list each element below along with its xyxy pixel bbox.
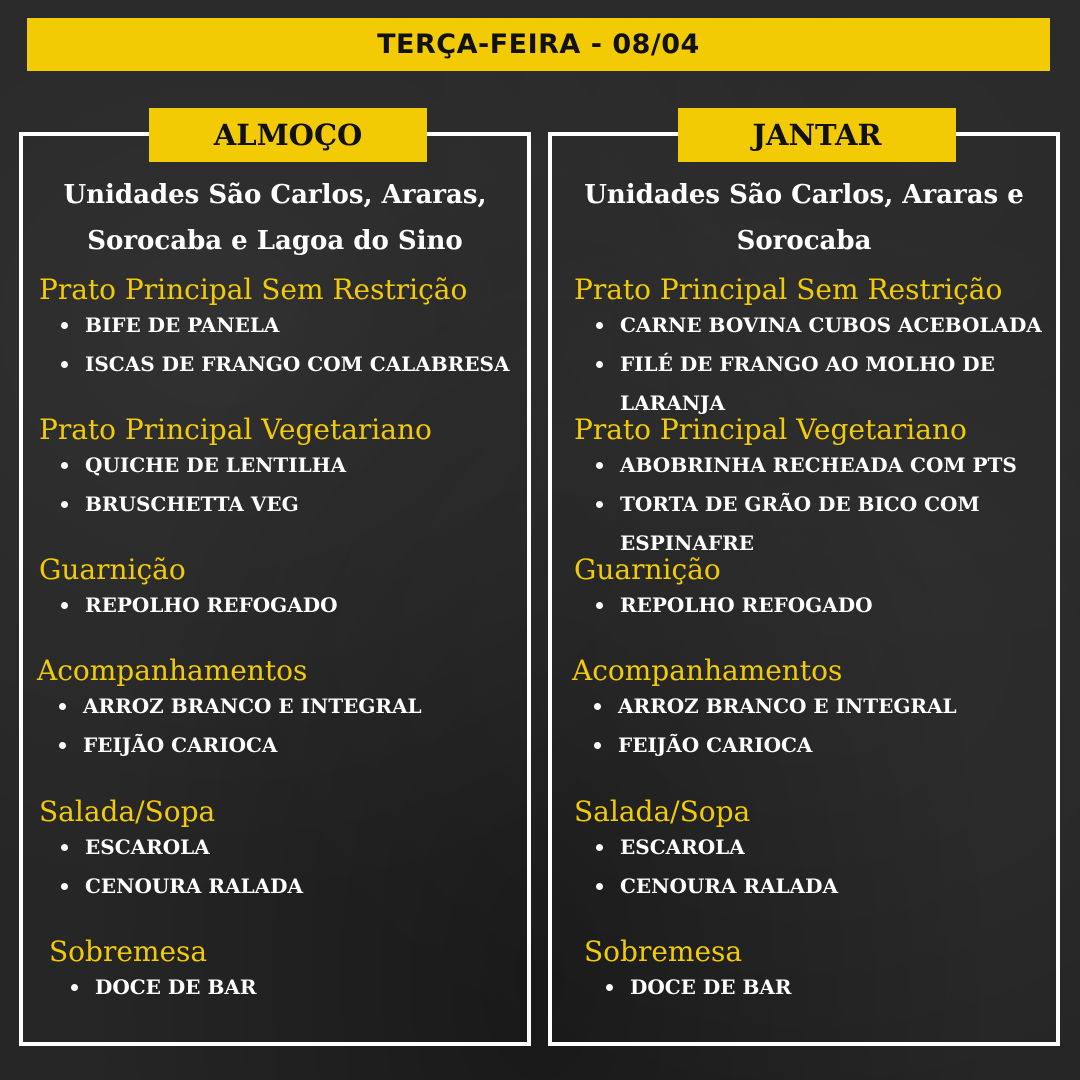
menu-item: TORTA DE GRÃO DE BICO COM ESPINAFRE: [574, 485, 1020, 563]
menu-item: FILÉ DE FRANGO AO MOLHO DE LARANJA: [574, 345, 1020, 423]
menu-item: ARROZ BRANCO E INTEGRAL: [572, 687, 1056, 726]
section-title: Acompanhamentos: [572, 654, 843, 687]
menu-item: ESCAROLA: [39, 828, 527, 867]
menu-item: ABOBRINHA RECHEADA COM PTS: [574, 446, 1056, 485]
lunch-panel: [19, 118, 531, 1046]
section-title: Prato Principal Sem Restrição: [574, 273, 1003, 306]
page-title: TERÇA-FEIRA - 08/04: [27, 18, 1050, 71]
menu-item: FEIJÃO CARIOCA: [37, 726, 527, 765]
menu-item: CENOURA RALADA: [574, 867, 1056, 906]
menu-item: BRUSCHETTA VEG: [39, 485, 527, 524]
menu-item: DOCE DE BAR: [584, 968, 1056, 1007]
dinner-heading: JANTAR: [678, 108, 956, 162]
menu-item: DOCE DE BAR: [49, 968, 527, 1007]
lunch-section-salad: [39, 796, 527, 906]
dinner-section-accompaniments: [572, 655, 1056, 765]
menu-item: REPOLHO REFOGADO: [574, 586, 1056, 625]
menu-item: FEIJÃO CARIOCA: [572, 726, 1056, 765]
dinner-section-dessert: [584, 936, 1056, 1007]
menu-item: CENOURA RALADA: [39, 867, 527, 906]
section-title: Guarnição: [39, 553, 186, 586]
dinner-section-salad: [574, 796, 1056, 906]
menu-item: ESCAROLA: [574, 828, 1056, 867]
section-title: Salada/Sopa: [39, 795, 216, 828]
dinner-section-veg: [574, 414, 1056, 563]
section-title: Acompanhamentos: [37, 654, 308, 687]
menu-item: BIFE DE PANELA: [39, 306, 527, 345]
dinner-panel: [548, 118, 1060, 1046]
section-title: Salada/Sopa: [574, 795, 751, 828]
menu-item: CARNE BOVINA CUBOS ACEBOLADA: [574, 306, 1056, 345]
lunch-units: Unidades São Carlos, Araras, Sorocaba e Lagoa do Sino: [63, 180, 487, 256]
menu-item: QUICHE DE LENTILHA: [39, 446, 527, 485]
dinner-units: Unidades São Carlos, Araras e Sorocaba: [584, 180, 1024, 256]
dinner-section-side: [574, 554, 1056, 625]
menu-item: ISCAS DE FRANGO COM CALABRESA: [39, 345, 527, 384]
lunch-section-side: [39, 554, 527, 625]
lunch-section-accompaniments: [37, 655, 527, 765]
section-title: Guarnição: [574, 553, 721, 586]
lunch-section-main: [39, 274, 527, 384]
section-title: Prato Principal Sem Restrição: [39, 273, 468, 306]
lunch-section-dessert: [49, 936, 527, 1007]
section-title: Prato Principal Vegetariano: [574, 413, 967, 446]
lunch-section-veg: [39, 414, 527, 524]
lunch-heading: ALMOÇO: [149, 108, 427, 162]
section-title: Sobremesa: [49, 935, 208, 968]
menu-item: REPOLHO REFOGADO: [39, 586, 527, 625]
menu-item: ARROZ BRANCO E INTEGRAL: [37, 687, 527, 726]
dinner-section-main: [574, 274, 1056, 423]
section-title: Sobremesa: [584, 935, 743, 968]
section-title: Prato Principal Vegetariano: [39, 413, 432, 446]
